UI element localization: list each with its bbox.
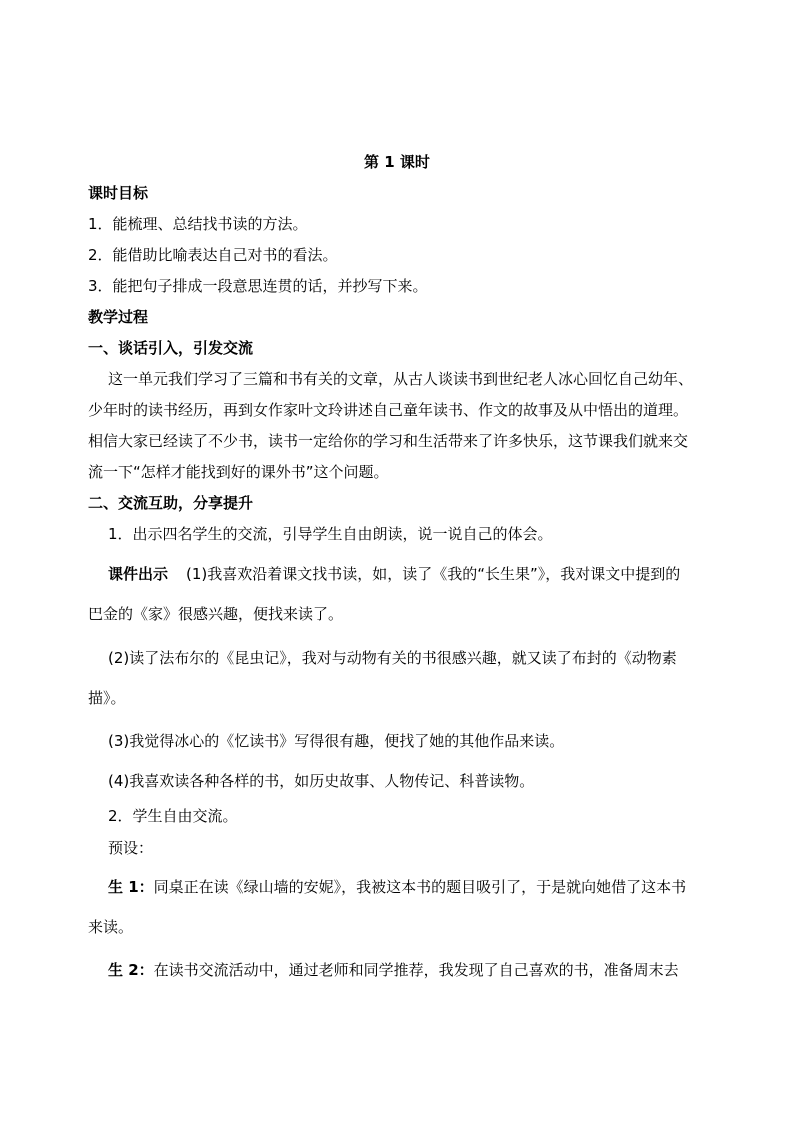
lesson-title: 第 1 课时 bbox=[364, 153, 430, 171]
student1-continuation: 来读。 bbox=[88, 918, 134, 936]
item4-text: (4)我喜欢读各种各样的书，如历史故事、人物传记、科普读物。 bbox=[108, 772, 535, 790]
courseware-line bbox=[108, 564, 680, 584]
item1-text: (1)我喜欢沿着课文找书读，如，读了《我的“长生果”》，我对课文中提到的 bbox=[186, 565, 681, 583]
item3-text: (3)我觉得冰心的《忆读书》写得很有趣，便找了她的其他作品来读。 bbox=[108, 732, 565, 750]
section1-line: 相信大家已经读了不少书，读书一定给你的学习和生活带来了许多快乐，这节课我们就来交 bbox=[88, 432, 689, 450]
section1-line: 这一单元我们学习了三篇和书有关的文章，从古人谈读书到世纪老人冰心回忆自己幼年、 bbox=[108, 370, 694, 388]
student1-text: 同桌正在读《绿山墙的安妮》，我被这本书的题目吸引了，于是就向她借了这本书 bbox=[153, 878, 687, 896]
goal-item: 3．能把句子排成一段意思连贯的话，并抄写下来。 bbox=[88, 277, 428, 295]
goals-heading: 课时目标 bbox=[88, 184, 149, 202]
item1-continuation: 巴金的《家》很感兴趣，便找来读了。 bbox=[88, 605, 344, 623]
student2-line bbox=[108, 960, 679, 980]
student2-label: 生 2： bbox=[108, 961, 154, 979]
process-heading: 教学过程 bbox=[88, 308, 149, 326]
section1-heading: 一、谈话引入，引发交流 bbox=[88, 339, 254, 357]
item2-text: (2)读了法布尔的《昆虫记》，我对与动物有关的书很感兴趣，就又读了布封的《动物素 bbox=[108, 649, 677, 667]
section1-line: 少年时的读书经历，再到女作家叶文玲讲述自己童年读书、作文的故事及从中悟出的道理。 bbox=[88, 401, 689, 419]
student2-text: 在读书交流活动中，通过老师和同学推荐，我发现了自己喜欢的书，准备周末去 bbox=[153, 961, 679, 979]
item2-continuation: 描》。 bbox=[88, 689, 126, 707]
goal-item: 1．能梳理、总结找书读的方法。 bbox=[88, 215, 308, 233]
student1-line bbox=[108, 877, 686, 897]
section1-line: 流一下“怎样才能找到好的课外书”这个问题。 bbox=[88, 463, 389, 481]
student1-label: 生 1： bbox=[108, 878, 154, 896]
step1-text: 1．出示四名学生的交流，引导学生自由朗读，说一说自己的体会。 bbox=[108, 525, 553, 543]
courseware-label: 课件出示 bbox=[108, 565, 169, 583]
section2-heading: 二、交流互助，分享提升 bbox=[88, 494, 254, 512]
preset-label: 预设： bbox=[108, 839, 154, 857]
goal-item: 2．能借助比喻表达自己对书的看法。 bbox=[88, 246, 338, 264]
step2-text: 2．学生自由交流。 bbox=[108, 807, 238, 825]
